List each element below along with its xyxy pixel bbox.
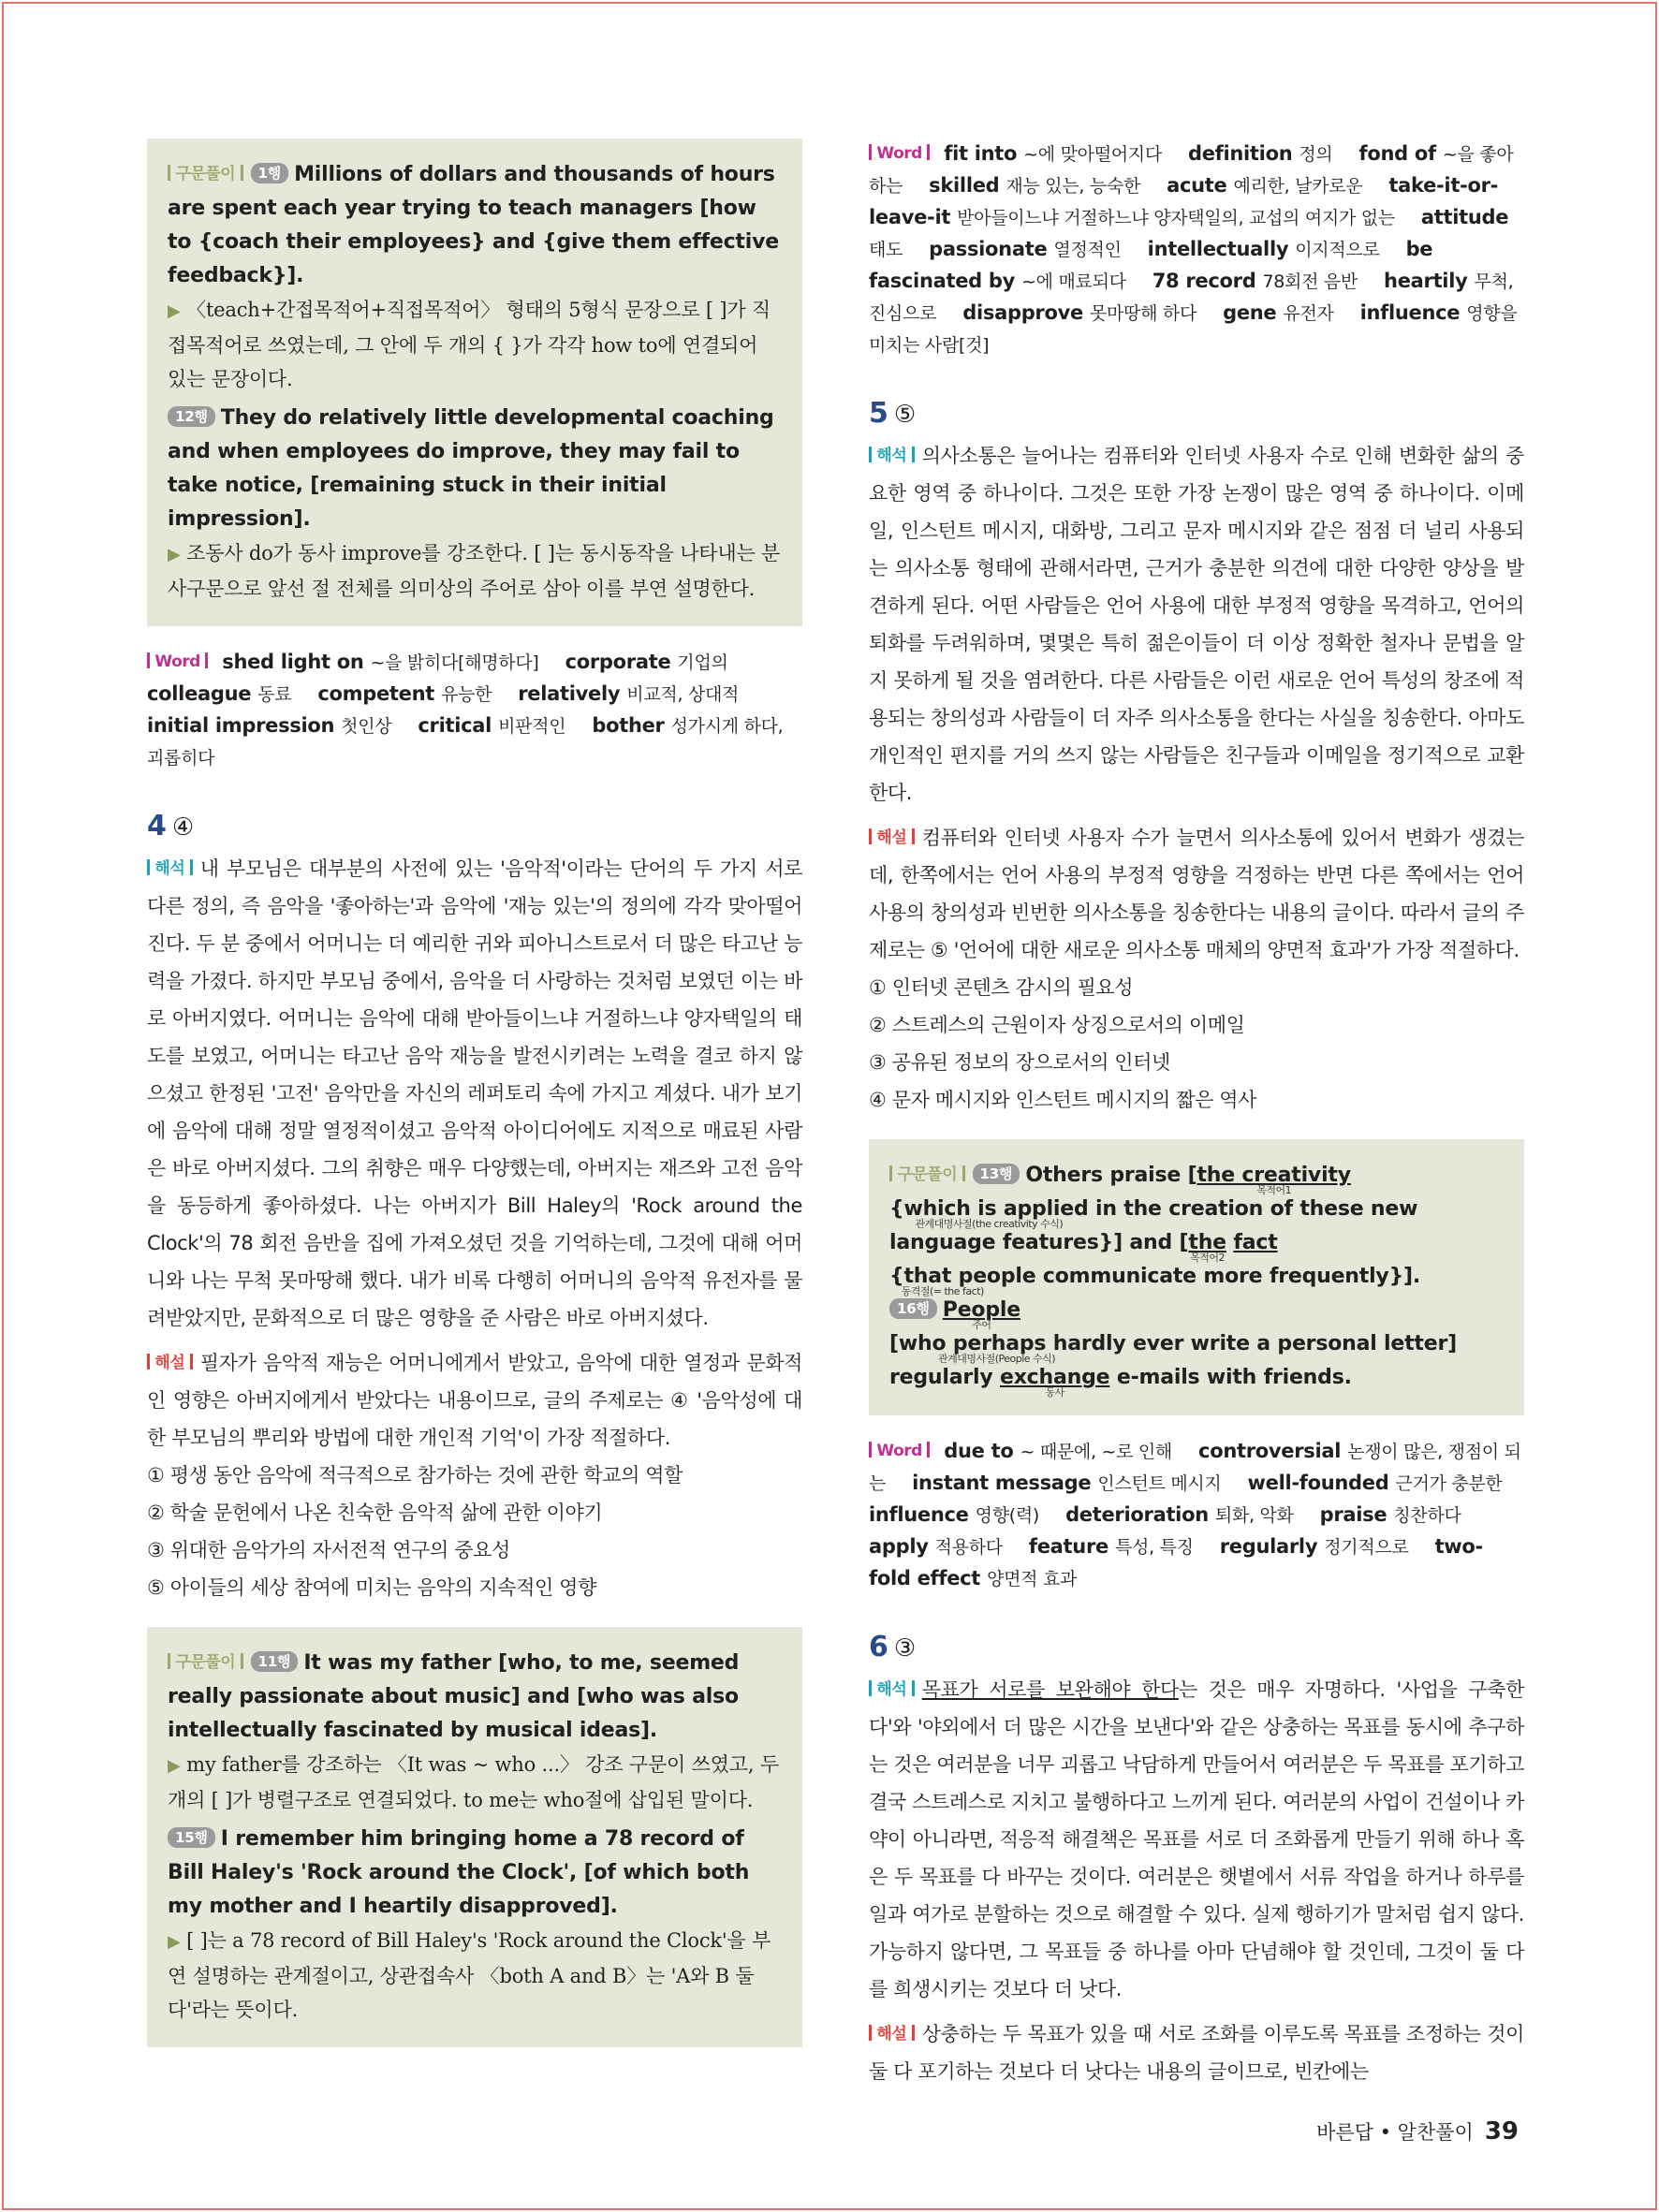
word-korean: 특성, 특징 (1114, 1537, 1194, 1558)
word-korean: 78회전 음반 (1262, 271, 1358, 292)
word-english: praise (1319, 1503, 1387, 1526)
word-english: intellectually (1147, 238, 1289, 260)
option-item: ③ 위대한 음악가의 자서전적 연구의 중요성 (147, 1539, 510, 1561)
word-korean: 칭찬하다 (1393, 1505, 1461, 1526)
word-entry (147, 714, 391, 737)
question-4-translation: 해석 내 부모님은 대부분의 사전에 있는 '음악적'이라는 단어의 두 가지 서로 다른 정의, 즉 음악을 '좋아하는'과 음악에 '재능 있는'의 정의에 각각 맞아떨어진다. 두 분 중에서 어머니는 더 예리한 귀와 피아니스트로서 더 많은 타고난 능력을 가졌다. 하지만 부모님 중에서, 음악을 더 사랑하는 것처럼 보였던 이는 바로 아버지였다. 어머니는 음악에 대해 받아들이느냐 거절하느냐 양자택일의 태도를 보였고, 어머니는 타고난 음악 재능을 발전시키려는 노력을 결코 하지 않으셨고 한정된 '고전' 음악만을 자신의 레퍼토리 속에 가지고 계셨다. 내가 보기에 음악에 대해 정말 열정적이셨고 음악적 아이디어에도 지적으로 매료된 사람은 바로 아버지셨다. 그의 취향은 매우 다양했는데, 아버지는 재즈와 고전 음악을 동등하게 좋아하셨다. 나는 아버지가 Bill Haley의 'Rock around the Clock'의 78 회전 음반을 집에 가져오셨던 것을 기억하는데, 그것에 대해 어머니와 나는 무척 못마땅해 했다. 내가 비록 다행히 어머니의 음악적 유전자를 물려받았지만, 문화적으로 더 많은 영향을 준 사람은 바로 아버지셨다. (147, 850, 802, 1337)
word-english: apply (869, 1535, 929, 1558)
word-entry (518, 682, 739, 705)
question-6-explanation: 해설 상충하는 두 목표가 있을 때 서로 조화를 이루도록 목표를 조정하는 것이 둘 다 포기하는 것보다 더 낫다는 내용의 글이므로, 빈칸에는 (869, 2015, 1524, 2090)
word-entry (1029, 1535, 1194, 1558)
question-5-options (869, 969, 1524, 1119)
word-english: controversial (1198, 1440, 1342, 1462)
word-english: colleague (147, 682, 252, 705)
word-entry (1220, 1535, 1409, 1558)
word-korean: 받아들이느냐 거절하느냐 양자택일의, 교섭의 여지가 없는 (957, 208, 1395, 228)
left-column (147, 139, 802, 2047)
word-english: fit into (944, 142, 1018, 165)
line-number-badge: 16행 (889, 1298, 937, 1319)
page-number: 39 (1484, 2117, 1519, 2146)
structure-sentence-6: 16행 People 주어 [who perhaps hardly ever write a personal 관계대명사절(People 수식) letter] regularly exchange 동사 e-mails with friends. (889, 1294, 1504, 1395)
translation-tag: 해석 (147, 850, 193, 887)
option-item: ② 학술 문헌에서 나온 친숙한 음악적 삶에 관한 이야기 (147, 1502, 603, 1524)
option-item: ② 스트레스의 근원이자 상징으로서의 이메일 (869, 1014, 1245, 1036)
word-korean: 비교적, 상대적 (626, 684, 740, 705)
question-4-header: 4 ④ (147, 810, 195, 842)
line-number-badge: 12행 (168, 406, 215, 427)
right-column (869, 139, 1524, 2090)
word-english: influence (1359, 301, 1461, 324)
word-english: disapprove (962, 301, 1083, 324)
option-item: ① 평생 동안 음악에 적극적으로 참가하는 것에 관한 학교의 역할 (147, 1464, 683, 1487)
question-6-translation: 해석 목표가 서로를 보완해야 한다는 것은 매우 자명하다. '사업을 구축한다'와 '야외에서 더 많은 시간을 보낸다'와 같은 상충하는 목표를 동시에 추구하는 것은 여러분을 너무 괴롭고 낙담하게 만들어서 여러분은 두 목표를 포기하고 결국 스트레스로 지치고 불행하다고 느끼게 된다. 여러분의 사업이 건설이나 카약이 아니라면, 적응적 해결책은 목표를 서로 더 조화롭게 만들기 위해 하나 혹은 두 목표를 다 바꾸는 것이다. 여러분은 햇볕에서 서류 작업을 하거나 하루를 일과 여가로 분할하는 것으로 해결할 수 있다. 실제 행하기가 말처럼 쉽지 않다. 가능하지 않다면, 그 목표들 중 하나를 아마 단념해야 할 것인데, 그것이 둘 다를 희생시키는 것보다 더 낫다. (869, 1671, 1524, 2008)
word-english: deterioration (1065, 1503, 1209, 1526)
word-korean: 이지적으로 (1295, 240, 1380, 260)
structure-sentence-2: 12행 They do relatively little developmental coaching and when employees do improve, they may fail to take notice, [remaining stuck in their initial impression]. (168, 406, 774, 531)
word-english: 78 record (1152, 270, 1256, 292)
annotated-object-1: the creativity 목적어1 (1197, 1164, 1351, 1196)
word-english: initial impression (147, 714, 335, 737)
word-entry (565, 651, 728, 673)
word-entry (869, 1503, 1039, 1526)
word-korean: 못마땅해 하다 (1089, 303, 1197, 324)
word-entry (317, 682, 492, 705)
word-english: acute (1167, 174, 1227, 197)
explanation-tag: 해설 (869, 819, 915, 857)
word-english: regularly (1219, 1535, 1318, 1558)
line-number-badge: 15행 (168, 1827, 215, 1848)
triangle-bullet-icon: ▶ (168, 1756, 181, 1776)
word-english: skilled (929, 174, 1000, 197)
word-korean: 예리한, 날카로운 (1233, 176, 1363, 197)
structure-note-1: ▶ 〈teach+간접목적어+직접목적어〉 형태의 5형식 문장으로 [ ]가 직접목적어로 쓰였는데, 그 안에 두 개의 { }가 각각 how to에 연결되어 있는 문장이다. (168, 299, 771, 390)
word-english: fond of (1358, 142, 1436, 165)
word-korean: ~을 좋아하는 (869, 144, 1514, 197)
word-korean: 인스턴트 메시지 (1097, 1473, 1222, 1494)
word-korean: ~에 맞아떨어지다 (1023, 144, 1162, 165)
structure-box-1 (147, 139, 802, 626)
word-korean: 근거가 충분한 (1395, 1473, 1503, 1494)
triangle-bullet-icon: ▶ (168, 545, 181, 564)
word-tag: Word (869, 139, 930, 169)
word-entry (418, 714, 565, 737)
word-english: two-fold effect (869, 1535, 1483, 1589)
word-korean: 성가시게 하다, 괴롭히다 (147, 716, 784, 769)
question-4-options (147, 1457, 802, 1606)
word-korean: 무척, 진심으로 (869, 271, 1514, 324)
word-korean: ~에 매료되다 (1021, 271, 1126, 292)
annotated-subject: People 주어 (942, 1298, 1020, 1331)
structure-sentence-5: 구문풀이 13행 Others praise [the creativity 목적어1 {which is applied 관계대명사절(the creativity 수식) in the creation of these new language features}] and [the 목적어2 fact {that people communicate more frequently}]. 동격절(= the fact) (889, 1158, 1504, 1294)
word-english: competent (317, 682, 434, 705)
word-entry (1248, 1472, 1503, 1494)
annotated-relative-clause: {which is applied 관계대명사절(the creativity 수식) (889, 1197, 1089, 1230)
word-entry (1065, 1503, 1294, 1526)
question-5-translation: 해석 의사소통은 늘어나는 컴퓨터와 인터넷 사용자 수로 인해 변화한 삶의 중요한 영역 중 하나이다. 그것은 또한 가장 논쟁이 많은 영역 중 하나이다. 이메일, 인스턴트 메시지, 대화방, 그리고 문자 메시지와 같은 점점 더 널리 사용되는 의사소통 형태에 관해서라면, 근거가 충분한 의견에 대한 다양한 양상을 발견하게 된다. 어떤 사람들은 언어 사용에 대한 부정적 영향을 목격하고, 언어의 퇴화를 두려워하며, 몇몇은 특히 젊은이들이 더 이상 정확한 철자나 문법을 알지 못하게 될 것을 염려한다. 다른 사람들은 이런 새로운 언어 특성의 창조에 적용되는 창의성과 사람들이 더 자주 의사소통을 한다는 사실을 칭송한다. 아마도 개인적인 편지를 거의 쓰지 않는 사람들은 친구들과 이메일을 정기적으로 교환한다. (869, 437, 1524, 812)
word-english: take-it-or-leave-it (869, 174, 1499, 228)
word-korean: 퇴화, 악화 (1214, 1505, 1294, 1526)
word-entry (929, 174, 1140, 197)
line-number-badge: 13행 (973, 1164, 1020, 1184)
word-english: influence (869, 1503, 969, 1526)
structure-box-3 (869, 1139, 1524, 1415)
word-entry (929, 238, 1121, 260)
word-list-1 (147, 647, 802, 774)
word-entry (147, 682, 291, 705)
word-korean: 유능한 (441, 684, 492, 705)
word-entry (1167, 174, 1362, 197)
word-entry (222, 651, 538, 673)
triangle-bullet-icon: ▶ (168, 301, 181, 321)
word-entry (1223, 301, 1333, 324)
page-footer: 바른답 • 알찬풀이 39 (1316, 2117, 1519, 2146)
word-english: passionate (929, 238, 1048, 260)
question-5-explanation: 해설 컴퓨터와 인터넷 사용자 수가 늘면서 의사소통에 있어서 변화가 생겼는데, 한쪽에서는 언어 사용의 부정적 영향을 걱정하는 반면 다른 쪽에서는 언어 사용의 창의성과 빈번한 의사소통을 칭송한다는 내용의 글이다. 따라서 글의 주제로는 ⑤ '언어에 대한 새로운 의사소통 매체의 양면적 효과'가 가장 적절하다. (869, 819, 1524, 969)
structure-sentence-3: 구문풀이 11행 It was my father [who, to me, seemed really passionate about music] and [who was also intellectually fascinated by musical ideas]. (168, 1646, 782, 1748)
word-korean: 정기적으로 (1324, 1537, 1409, 1558)
structure-tag: 구문풀이 (889, 1158, 965, 1192)
explanation-tag: 해설 (147, 1344, 193, 1382)
annotated-relative-clause-2: [who perhaps hardly ever write a personal 관계대명사절(People 수식) (889, 1332, 1377, 1365)
word-english: attitude (1420, 206, 1509, 228)
translation-tag: 해석 (869, 1671, 915, 1708)
translation-tag: 해석 (869, 437, 915, 475)
line-number-badge: 11행 (251, 1651, 299, 1672)
word-english: be fascinated by (869, 238, 1433, 292)
word-korean: 적용하다 (934, 1537, 1003, 1558)
word-korean: 동료 (257, 684, 292, 705)
word-korean: 비판적인 (498, 716, 566, 737)
word-korean: 논쟁이 많은, 쟁점이 되는 (869, 1442, 1521, 1494)
word-korean: 양면적 효과 (987, 1569, 1078, 1589)
word-entry (944, 1440, 1172, 1462)
structure-sentence-4: 15행 I remember him bringing home a 78 record of Bill Haley's 'Rock around the Clock', [of which both my mother and I heartily disapproved]. (168, 1827, 750, 1918)
word-english: shed light on (222, 651, 364, 673)
word-entry (912, 1472, 1221, 1494)
word-entry (869, 1535, 1003, 1558)
question-6-header: 6 ③ (869, 1631, 917, 1663)
option-item: ⑤ 아이들의 세상 참여에 미치는 음악의 지속적인 영향 (147, 1576, 596, 1599)
word-english: definition (1187, 142, 1293, 165)
word-english: corporate (565, 651, 671, 673)
structure-note-4: ▶ [ ]는 a 78 record of Bill Haley's 'Rock around the Clock'을 부연 설명하는 관계절이고, 상관접속사 〈both A and B〉는 'A와 B 둘 다'라는 뜻이다. (168, 1929, 771, 2021)
annotated-object-2: the 목적어2 (1188, 1231, 1226, 1264)
word-korean: 영향을 미치는 사람[것] (869, 303, 1518, 356)
word-korean: 기업의 (677, 652, 728, 673)
word-english: well-founded (1247, 1472, 1389, 1494)
structure-note-2: ▶ 조동사 do가 동사 improve를 강조한다. [ ]는 동시동작을 나타내는 분사구문으로 앞선 절 전체를 의미상의 주어로 삼아 이를 부연 설명한다. (168, 542, 781, 600)
word-korean: 재능 있는, 능숙한 (1006, 176, 1141, 197)
question-5-header: 5 ⑤ (869, 397, 917, 430)
word-korean: ~ 때문에, ~로 인해 (1020, 1442, 1172, 1462)
word-korean: 첫인상 (341, 716, 392, 737)
line-number-badge: 1행 (251, 163, 289, 183)
word-list-3 (869, 1436, 1524, 1595)
word-list-2 (869, 139, 1524, 361)
annotated-verb: exchange 동사 (999, 1366, 1110, 1399)
word-korean: 태도 (869, 240, 903, 260)
word-entry (1188, 142, 1333, 165)
option-item: ① 인터넷 콘텐츠 감시의 필요성 (869, 976, 1134, 999)
word-entry (962, 301, 1197, 324)
word-korean: ~을 밝히다[해명하다] (370, 652, 539, 673)
triangle-bullet-icon: ▶ (168, 1932, 181, 1952)
structure-tag: 구문풀이 (168, 1646, 243, 1679)
word-entry (944, 142, 1162, 165)
structure-sentence-1: 구문풀이 1행 Millions of dollars and thousands of hours are spent each year trying to teach managers [how to {coach their employees} and {give them effective feedback}]. (168, 157, 782, 293)
word-korean: 정의 (1299, 144, 1333, 165)
structure-note-3: ▶ my father를 강조하는 〈It was ~ who ...〉 강조 구문이 쓰였고, 두 개의 [ ]가 병렬구조로 연결되었다. to me는 who절에 삽입된 말이다. (168, 1753, 779, 1811)
annotated-appositive: {that people communicate more frequently}]. 동격절(= the fact) (889, 1265, 1421, 1297)
word-english: due to (944, 1440, 1014, 1462)
word-english: gene (1223, 301, 1277, 324)
word-korean: 유전자 (1283, 303, 1334, 324)
word-english: relatively (518, 682, 621, 705)
word-english: critical (418, 714, 492, 737)
word-entry (1320, 1503, 1461, 1526)
word-entry (1152, 270, 1358, 292)
word-tag: Word (869, 1436, 930, 1467)
word-entry (1148, 238, 1380, 260)
word-english: heartily (1384, 270, 1468, 292)
word-korean: 열정적인 (1053, 240, 1122, 260)
structure-tag: 구문풀이 (168, 157, 243, 191)
question-4-explanation: 해설 필자가 음악적 재능은 어머니에게서 받았고, 음악에 대한 열정과 문화적인 영향은 아버지에게서 받았다는 내용이므로, 글의 주제로는 ④ '음악성에 대한 부모님의 뿌리와 방법에 대한 개인적 기억'이 가장 적절하다. (147, 1344, 802, 1457)
option-item: ③ 공유된 정보의 장으로서의 인터넷 (869, 1051, 1170, 1074)
word-english: instant message (912, 1472, 1092, 1494)
word-english: bother (592, 714, 665, 737)
word-korean: 영향(력) (975, 1505, 1040, 1526)
explanation-tag: 해설 (869, 2015, 915, 2053)
word-tag: Word (147, 647, 208, 678)
option-item: ④ 문자 메시지와 인스턴트 메시지의 짧은 역사 (869, 1089, 1257, 1111)
structure-box-2 (147, 1627, 802, 2047)
word-english: feature (1028, 1535, 1108, 1558)
